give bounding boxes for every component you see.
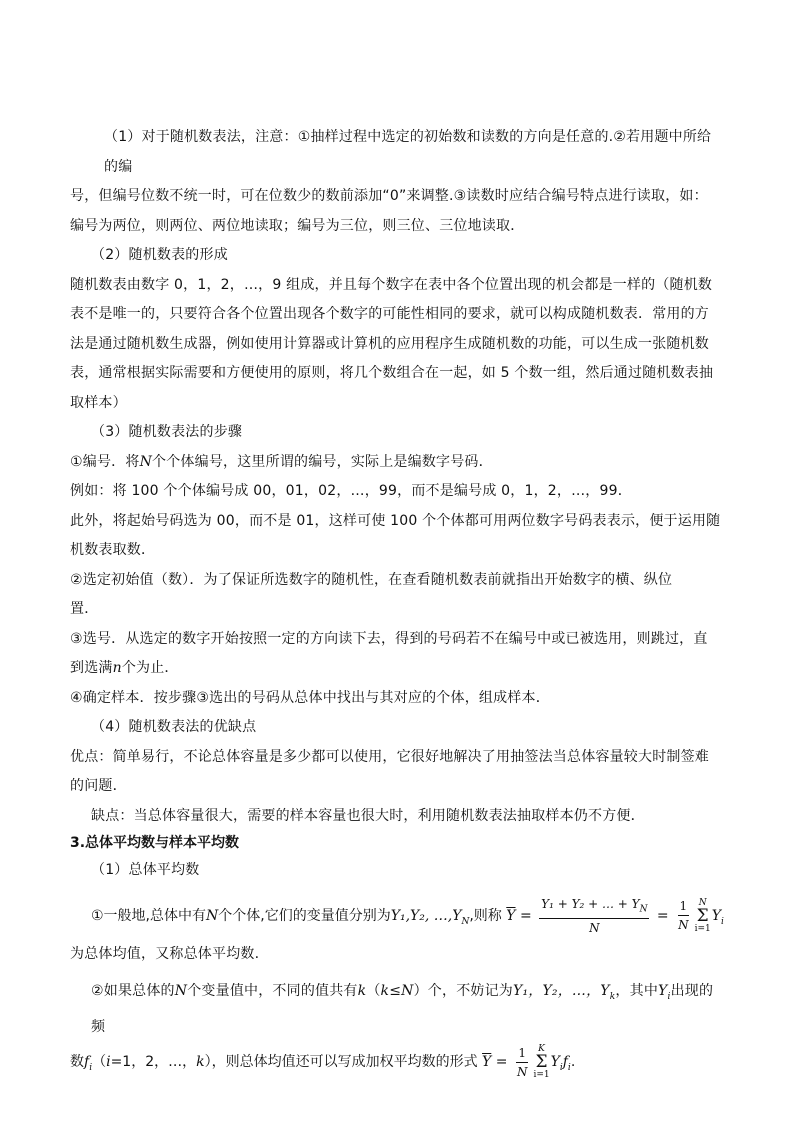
para-1-line-3: 编号为两位，则两位、两位地读取；编号为三位，则三位、三位地读取． bbox=[70, 217, 525, 234]
step-2-line-2: 置． bbox=[70, 601, 99, 617]
advantages-line-2: 的问题． bbox=[70, 778, 127, 794]
step-4: ④确定样本．按步骤③选出的号码从总体中找出与其对应的个体，组成样本． bbox=[70, 689, 550, 706]
step-1: ①编号．将N个个体编号，这里所谓的编号，实际上是编数字号码． bbox=[70, 453, 493, 470]
step-3-line-2: 到选满n个为止． bbox=[70, 660, 179, 676]
advantages-line-1: 优点：简单易行，不论总体容量是多少都可以使用，它很好地解决了用抽签法当总体容量较大时制签难 bbox=[70, 748, 709, 765]
sigma-sum-2: K Σ i=1 bbox=[533, 1044, 550, 1081]
one-over-n: $\frac{1}{N}$ bbox=[678, 899, 689, 933]
mean-fraction: $\frac{Y_1 + Y_2 + \dots + Y_N}{N}$ bbox=[541, 896, 648, 935]
subheading-3: （3）随机数表法的步骤 bbox=[91, 424, 243, 440]
para-2-line-2: 表不是唯一的，只要符合各个位置出现各个数字的可能性相同的要求，就可以构成随机数表．常用的方 bbox=[70, 306, 709, 322]
formula-1-caption: 为总体均值，又称总体平均数. bbox=[70, 945, 260, 962]
sigma-sum-1: N Σ i=1 bbox=[694, 897, 711, 934]
subheading-4: （4）随机数表法的优缺点 bbox=[91, 719, 257, 735]
step-note-line-2: 机数表取数． bbox=[70, 542, 156, 558]
para-2-line-4: 表，通常根据实际需要和方便使用的原则，将几个数组合在一起，如 5 个数一组，然后通过随机数表抽 bbox=[70, 365, 714, 381]
step-2-line-1: ②选定初始值（数）．为了保证所选数字的随机性，在查看随机数表前就指出开始数字的横、纵位 bbox=[70, 571, 673, 588]
formula-2-line-2: 数$f_i(i=1$，2，…，k），则总体均值还可以写成加权平均数的形式 $\overline{Y}$ = $\frac{1}{N}$ K Σ i=1 $Y_if_i$. bbox=[70, 1044, 576, 1081]
para-1-line-2: 号，但编号位数不统一时，可在位数少的数前添加“0”来调整.③读数时应结合编号特点进行读取，如： bbox=[70, 188, 708, 204]
disadvantages: 缺点：当总体容量很大，需要的样本容量也很大时，利用随机数表法抽取样本仍不方便． bbox=[91, 807, 645, 824]
step-3-line-1: ③选号．从选定的数字开始按照一定的方向读下去，得到的号码若不在编号中或已被选用，则跳过，直 bbox=[70, 630, 708, 647]
section-3-subheading-1: （1）总体平均数 bbox=[91, 862, 200, 878]
step-note-line-1: 此外，将起始号码选为 00，而不是 01，这样可使 100 个个体都可用两位数字号码表表示，便于运用随 bbox=[70, 512, 721, 529]
subheading-2: （2）随机数表的形成 bbox=[91, 247, 228, 263]
one-over-n-2: $\frac{1}{N}$ bbox=[516, 1045, 528, 1079]
para-1-line-1: （1）对于随机数表法，注意：①抽样过程中选定的初始数和读数的方向是任意的.②若用题中所给的编 bbox=[104, 129, 712, 175]
y-bar-symbol: $\overline{Y}$ bbox=[506, 907, 516, 924]
para-2-line-3: 法是通过随机数生成器，例如使用计算器或计算机的应用程序生成随机数的功能，可以生成一张随机数 bbox=[70, 335, 709, 352]
section-3-title: 3.总体平均数与样本平均数 bbox=[70, 835, 240, 851]
document-body bbox=[70, 123, 725, 1080]
example-line: 例如：将 100 个个体编号成 00，01，02，…，99，而不是编号成 0，1，2，…，99． bbox=[70, 483, 632, 499]
formula-2-line-1: ②如果总体的N个变量值中，不同的值共有k（k≤N）个，不妨记为Y₁，Y₂，…，$Y_k$，其中$Y_i$出现的频 bbox=[91, 983, 714, 1035]
para-2-line-1: 随机数表由数字 0，1，2，…，9 组成，并且每个数字在表中各个位置出现的机会都是一样的（随机数 bbox=[70, 276, 713, 293]
para-2-line-5: 取样本） bbox=[70, 394, 127, 411]
y-bar-symbol-2: $\overline{Y}$ bbox=[482, 1054, 492, 1071]
formula-1-line: ①一般地,总体中有N个个体,它们的变量值分别为Y₁,Y₂, $\dots,Y_N$,则称 $\overline{Y}$ = $\frac{Y_1 + Y_2 + \dots + Y_N}{N}$ = $\frac{1}{N}$ N Σ i=1 $Y_i$ bbox=[91, 896, 724, 935]
